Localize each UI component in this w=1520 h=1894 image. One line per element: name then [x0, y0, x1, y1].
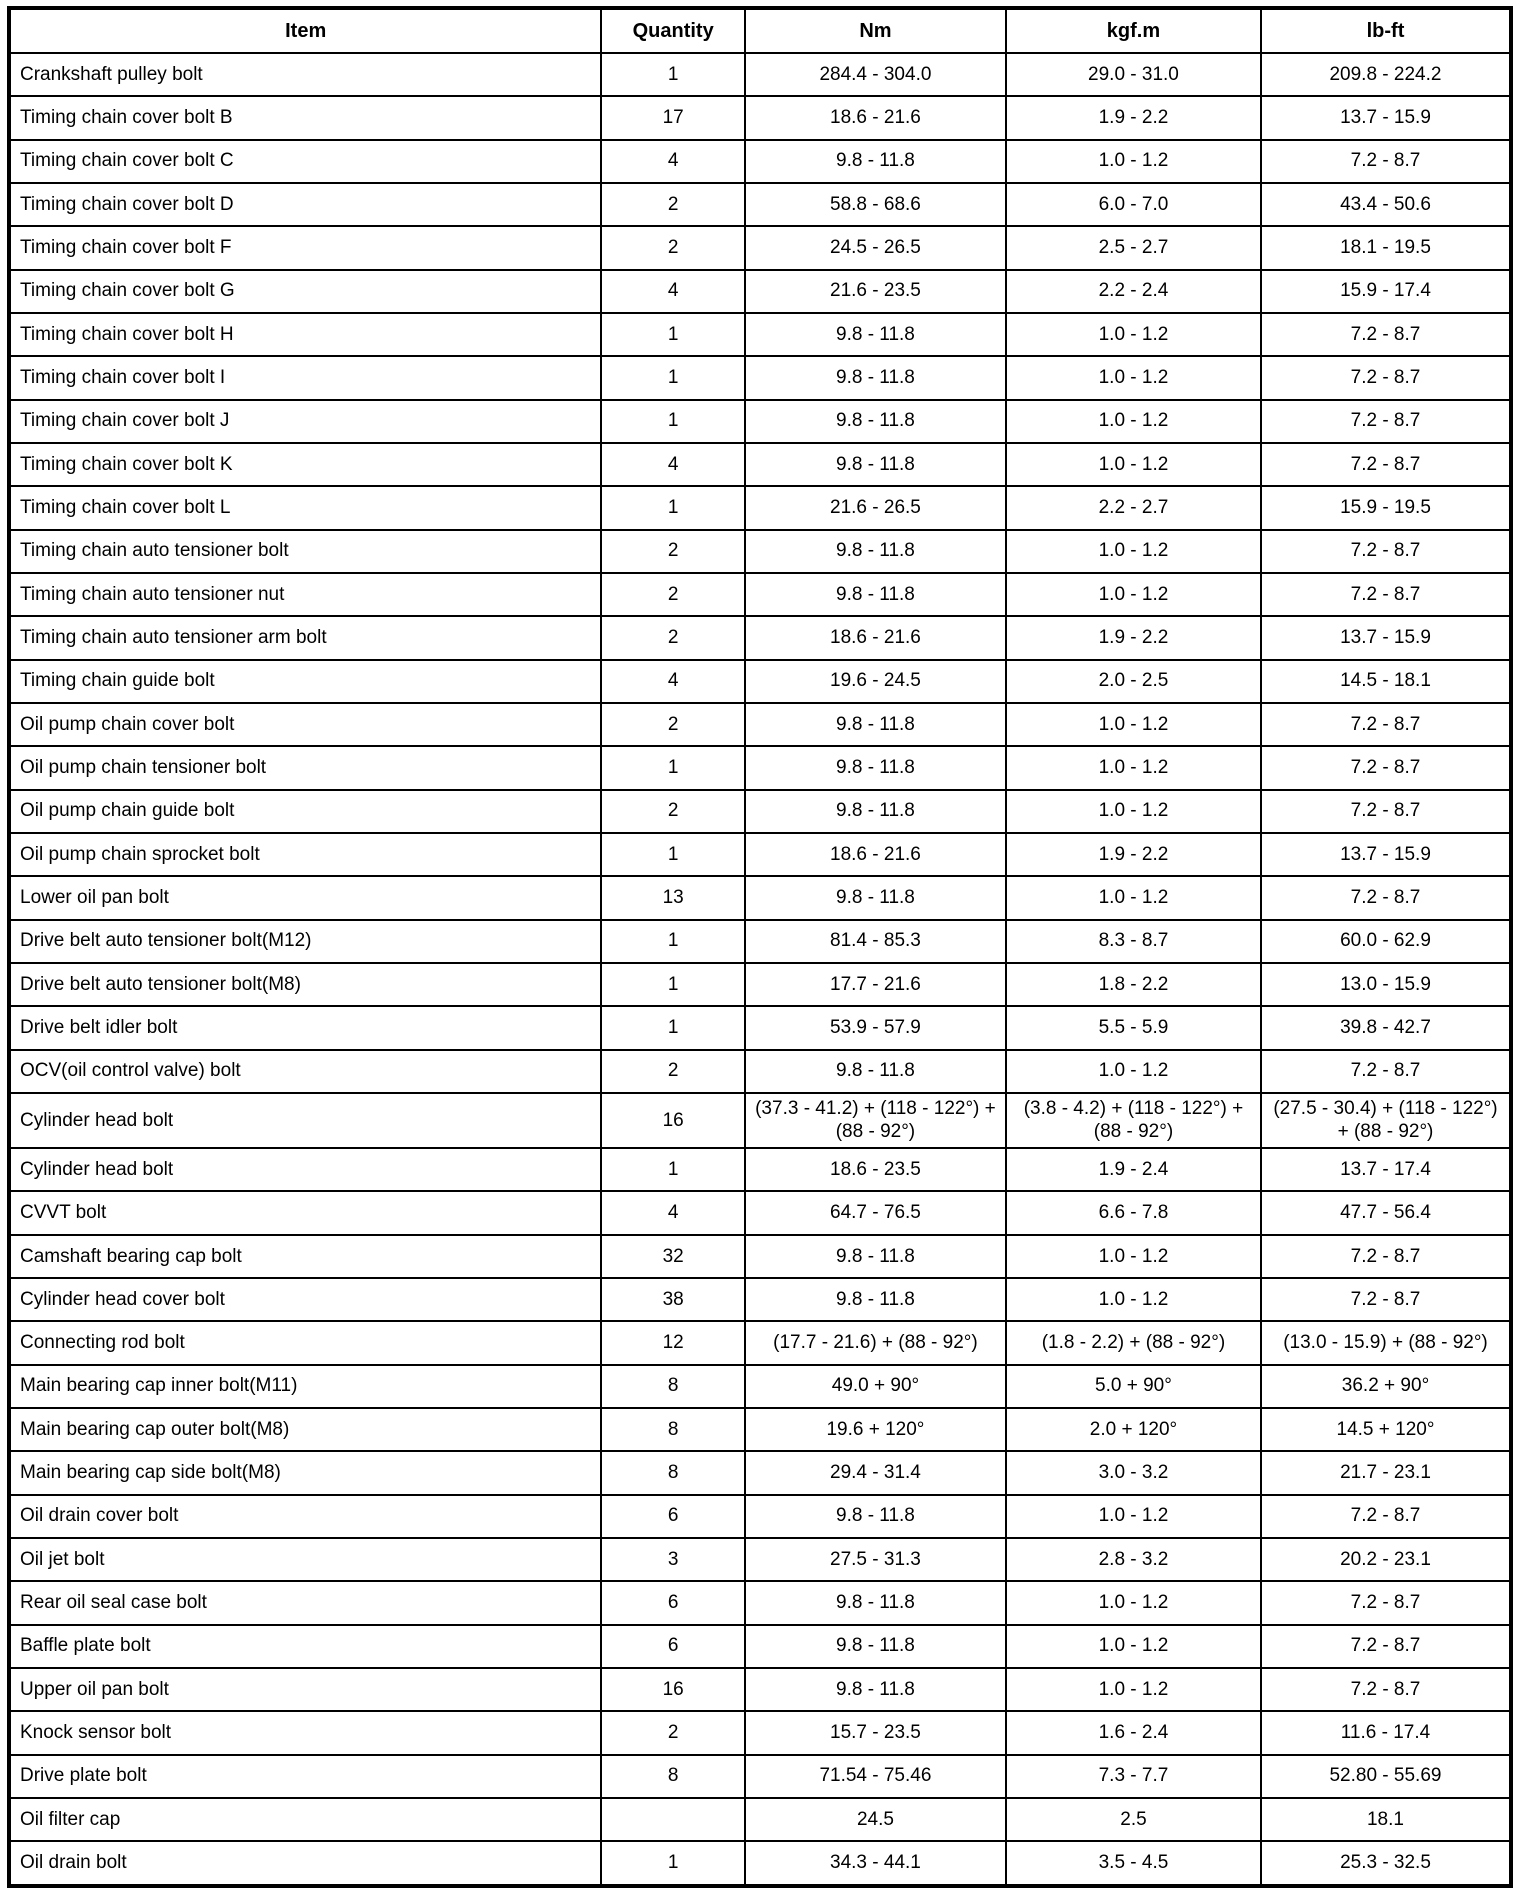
value-cell: 1.9 - 2.4 — [1006, 1148, 1261, 1191]
table-row — [9, 443, 1511, 486]
value-cell: 19.6 + 120° — [745, 1408, 1006, 1451]
item-cell: Camshaft bearing cap bolt — [9, 1235, 601, 1278]
value-cell: 1.8 - 2.2 — [1006, 963, 1261, 1006]
value-cell: 15.9 - 19.5 — [1261, 486, 1511, 529]
header-row — [9, 8, 1511, 53]
value-cell: 8 — [601, 1451, 745, 1494]
value-cell: 29.0 - 31.0 — [1006, 53, 1261, 96]
value-cell: 3 — [601, 1538, 745, 1581]
item-cell: Cylinder head bolt — [9, 1093, 601, 1148]
table-row — [9, 920, 1511, 963]
table-row — [9, 1711, 1511, 1754]
value-cell: 2 — [601, 183, 745, 226]
value-cell: 1 — [601, 746, 745, 789]
value-cell: 9.8 - 11.8 — [745, 313, 1006, 356]
value-cell: 32 — [601, 1235, 745, 1278]
value-cell: 18.6 - 21.6 — [745, 616, 1006, 659]
item-cell: Drive plate bolt — [9, 1755, 601, 1798]
table-row — [9, 96, 1511, 139]
value-cell: 6 — [601, 1581, 745, 1624]
table-row — [9, 53, 1511, 96]
value-cell: 2.5 — [1006, 1798, 1261, 1841]
table-row — [9, 790, 1511, 833]
value-cell: 39.8 - 42.7 — [1261, 1006, 1511, 1049]
value-cell: 1.0 - 1.2 — [1006, 876, 1261, 919]
value-cell: 2.8 - 3.2 — [1006, 1538, 1261, 1581]
item-cell: Oil pump chain sprocket bolt — [9, 833, 601, 876]
value-cell: 4 — [601, 140, 745, 183]
item-cell: Oil pump chain cover bolt — [9, 703, 601, 746]
item-cell: Oil drain cover bolt — [9, 1495, 601, 1538]
value-cell: 16 — [601, 1093, 745, 1148]
value-cell: 13.7 - 15.9 — [1261, 616, 1511, 659]
table-row — [9, 1495, 1511, 1538]
value-cell: 7.2 - 8.7 — [1261, 356, 1511, 399]
torque-specification-table — [7, 6, 1513, 1888]
value-cell: 9.8 - 11.8 — [745, 746, 1006, 789]
value-cell: 13.7 - 15.9 — [1261, 96, 1511, 139]
table-row — [9, 530, 1511, 573]
value-cell: 7.2 - 8.7 — [1261, 530, 1511, 573]
value-cell — [601, 1798, 745, 1841]
value-cell: 3.0 - 3.2 — [1006, 1451, 1261, 1494]
value-cell: 4 — [601, 270, 745, 313]
item-cell: Cylinder head bolt — [9, 1148, 601, 1191]
table-row — [9, 1755, 1511, 1798]
value-cell: (13.0 - 15.9) + (88 - 92°) — [1261, 1321, 1511, 1364]
value-cell: 6 — [601, 1495, 745, 1538]
value-cell: 1.0 - 1.2 — [1006, 443, 1261, 486]
value-cell: 7.2 - 8.7 — [1261, 140, 1511, 183]
value-cell: 6 — [601, 1625, 745, 1668]
value-cell: 1 — [601, 920, 745, 963]
value-cell: 1.0 - 1.2 — [1006, 313, 1261, 356]
value-cell: 9.8 - 11.8 — [745, 703, 1006, 746]
table-row — [9, 573, 1511, 616]
table-row — [9, 183, 1511, 226]
item-cell: Knock sensor bolt — [9, 1711, 601, 1754]
table-row — [9, 746, 1511, 789]
value-cell: 1.0 - 1.2 — [1006, 703, 1261, 746]
value-cell: 1.0 - 1.2 — [1006, 356, 1261, 399]
value-cell: 1.6 - 2.4 — [1006, 1711, 1261, 1754]
value-cell: 13.7 - 15.9 — [1261, 833, 1511, 876]
value-cell: 49.0 + 90° — [745, 1365, 1006, 1408]
value-cell: 1.9 - 2.2 — [1006, 616, 1261, 659]
table-row — [9, 1093, 1511, 1148]
value-cell: 47.7 - 56.4 — [1261, 1191, 1511, 1234]
table-row — [9, 226, 1511, 269]
value-cell: 71.54 - 75.46 — [745, 1755, 1006, 1798]
value-cell: 1.0 - 1.2 — [1006, 746, 1261, 789]
value-cell: 7.2 - 8.7 — [1261, 1495, 1511, 1538]
value-cell: 18.6 - 23.5 — [745, 1148, 1006, 1191]
value-cell: 2 — [601, 530, 745, 573]
item-cell: Crankshaft pulley bolt — [9, 53, 601, 96]
value-cell: 7.2 - 8.7 — [1261, 573, 1511, 616]
value-cell: 24.5 - 26.5 — [745, 226, 1006, 269]
value-cell: 13.0 - 15.9 — [1261, 963, 1511, 1006]
value-cell: 43.4 - 50.6 — [1261, 183, 1511, 226]
value-cell: 19.6 - 24.5 — [745, 660, 1006, 703]
value-cell: 9.8 - 11.8 — [745, 790, 1006, 833]
value-cell: 2.2 - 2.4 — [1006, 270, 1261, 313]
value-cell: 1 — [601, 1148, 745, 1191]
value-cell: 2.0 - 2.5 — [1006, 660, 1261, 703]
table-row — [9, 1451, 1511, 1494]
value-cell: 52.80 - 55.69 — [1261, 1755, 1511, 1798]
table-row — [9, 356, 1511, 399]
value-cell: 5.0 + 90° — [1006, 1365, 1261, 1408]
value-cell: 7.2 - 8.7 — [1261, 746, 1511, 789]
item-cell: Timing chain cover bolt L — [9, 486, 601, 529]
item-cell: Timing chain auto tensioner bolt — [9, 530, 601, 573]
value-cell: 1 — [601, 1841, 745, 1886]
item-cell: Timing chain cover bolt J — [9, 400, 601, 443]
value-cell: 7.2 - 8.7 — [1261, 400, 1511, 443]
value-cell: 9.8 - 11.8 — [745, 530, 1006, 573]
item-cell: Timing chain cover bolt C — [9, 140, 601, 183]
value-cell: 18.6 - 21.6 — [745, 833, 1006, 876]
column-header-lb-ft: lb-ft — [1261, 8, 1511, 53]
value-cell: 9.8 - 11.8 — [745, 1495, 1006, 1538]
value-cell: 14.5 - 18.1 — [1261, 660, 1511, 703]
value-cell: 8 — [601, 1365, 745, 1408]
value-cell: 9.8 - 11.8 — [745, 1235, 1006, 1278]
value-cell: (3.8 - 4.2) + (118 - 122°) + (88 - 92°) — [1006, 1093, 1261, 1148]
item-cell: Main bearing cap outer bolt(M8) — [9, 1408, 601, 1451]
value-cell: 7.2 - 8.7 — [1261, 1668, 1511, 1711]
value-cell: 8 — [601, 1408, 745, 1451]
value-cell: 7.2 - 8.7 — [1261, 1581, 1511, 1624]
item-cell: Oil pump chain guide bolt — [9, 790, 601, 833]
value-cell: 7.2 - 8.7 — [1261, 1235, 1511, 1278]
value-cell: 24.5 — [745, 1798, 1006, 1841]
value-cell: 21.6 - 23.5 — [745, 270, 1006, 313]
value-cell: 1.0 - 1.2 — [1006, 1495, 1261, 1538]
item-cell: Upper oil pan bolt — [9, 1668, 601, 1711]
table-row — [9, 963, 1511, 1006]
item-cell: Rear oil seal case bolt — [9, 1581, 601, 1624]
table-row — [9, 313, 1511, 356]
value-cell: 17.7 - 21.6 — [745, 963, 1006, 1006]
item-cell: Drive belt idler bolt — [9, 1006, 601, 1049]
table-row — [9, 1365, 1511, 1408]
value-cell: (1.8 - 2.2) + (88 - 92°) — [1006, 1321, 1261, 1364]
value-cell: 17 — [601, 96, 745, 139]
value-cell: 1.0 - 1.2 — [1006, 790, 1261, 833]
value-cell: 9.8 - 11.8 — [745, 400, 1006, 443]
value-cell: 7.2 - 8.7 — [1261, 313, 1511, 356]
value-cell: 18.6 - 21.6 — [745, 96, 1006, 139]
value-cell: 1.0 - 1.2 — [1006, 1235, 1261, 1278]
value-cell: 38 — [601, 1278, 745, 1321]
value-cell: 18.1 - 19.5 — [1261, 226, 1511, 269]
value-cell: 1 — [601, 963, 745, 1006]
item-cell: Timing chain auto tensioner arm bolt — [9, 616, 601, 659]
table-row — [9, 140, 1511, 183]
value-cell: 25.3 - 32.5 — [1261, 1841, 1511, 1886]
value-cell: 2.2 - 2.7 — [1006, 486, 1261, 529]
item-cell: Timing chain cover bolt F — [9, 226, 601, 269]
value-cell: 9.8 - 11.8 — [745, 1050, 1006, 1093]
item-cell: CVVT bolt — [9, 1191, 601, 1234]
value-cell: 13.7 - 17.4 — [1261, 1148, 1511, 1191]
table-row — [9, 1191, 1511, 1234]
table-row — [9, 1668, 1511, 1711]
table-row — [9, 876, 1511, 919]
table-row — [9, 1278, 1511, 1321]
value-cell: 9.8 - 11.8 — [745, 573, 1006, 616]
value-cell: 2 — [601, 573, 745, 616]
value-cell: 1.0 - 1.2 — [1006, 140, 1261, 183]
value-cell: 1 — [601, 356, 745, 399]
value-cell: 1 — [601, 400, 745, 443]
value-cell: 9.8 - 11.8 — [745, 140, 1006, 183]
value-cell: 7.2 - 8.7 — [1261, 443, 1511, 486]
value-cell: 2 — [601, 616, 745, 659]
value-cell: 4 — [601, 1191, 745, 1234]
value-cell: 1 — [601, 833, 745, 876]
item-cell: Connecting rod bolt — [9, 1321, 601, 1364]
value-cell: 20.2 - 23.1 — [1261, 1538, 1511, 1581]
value-cell: 2 — [601, 1050, 745, 1093]
value-cell: 81.4 - 85.3 — [745, 920, 1006, 963]
value-cell: 15.9 - 17.4 — [1261, 270, 1511, 313]
table-row — [9, 1625, 1511, 1668]
item-cell: Timing chain cover bolt K — [9, 443, 601, 486]
value-cell: 7.2 - 8.7 — [1261, 1050, 1511, 1093]
value-cell: 9.8 - 11.8 — [745, 1668, 1006, 1711]
value-cell: 21.6 - 26.5 — [745, 486, 1006, 529]
value-cell: 1.0 - 1.2 — [1006, 1278, 1261, 1321]
value-cell: 2.5 - 2.7 — [1006, 226, 1261, 269]
value-cell: (37.3 - 41.2) + (118 - 122°) + (88 - 92°) — [745, 1093, 1006, 1148]
value-cell: 12 — [601, 1321, 745, 1364]
value-cell: 8 — [601, 1755, 745, 1798]
item-cell: Main bearing cap side bolt(M8) — [9, 1451, 601, 1494]
column-header-item: Item — [9, 8, 601, 53]
item-cell: Baffle plate bolt — [9, 1625, 601, 1668]
column-header-kgf-m: kgf.m — [1006, 8, 1261, 53]
value-cell: 7.2 - 8.7 — [1261, 790, 1511, 833]
item-cell: Timing chain cover bolt H — [9, 313, 601, 356]
item-cell: Main bearing cap inner bolt(M11) — [9, 1365, 601, 1408]
value-cell: 1 — [601, 53, 745, 96]
value-cell: 7.3 - 7.7 — [1006, 1755, 1261, 1798]
value-cell: 7.2 - 8.7 — [1261, 1278, 1511, 1321]
value-cell: 1.0 - 1.2 — [1006, 1050, 1261, 1093]
value-cell: 1.0 - 1.2 — [1006, 1625, 1261, 1668]
value-cell: 64.7 - 76.5 — [745, 1191, 1006, 1234]
value-cell: 1.0 - 1.2 — [1006, 1668, 1261, 1711]
item-cell: OCV(oil control valve) bolt — [9, 1050, 601, 1093]
table-row — [9, 1006, 1511, 1049]
value-cell: 1 — [601, 313, 745, 356]
value-cell: (17.7 - 21.6) + (88 - 92°) — [745, 1321, 1006, 1364]
table-row — [9, 616, 1511, 659]
item-cell: Oil filter cap — [9, 1798, 601, 1841]
value-cell: 1.0 - 1.2 — [1006, 1581, 1261, 1624]
value-cell: 2 — [601, 703, 745, 746]
value-cell: 284.4 - 304.0 — [745, 53, 1006, 96]
table-row — [9, 703, 1511, 746]
column-header-quantity: Quantity — [601, 8, 745, 53]
item-cell: Timing chain cover bolt G — [9, 270, 601, 313]
value-cell: (27.5 - 30.4) + (118 - 122°) + (88 - 92°) — [1261, 1093, 1511, 1148]
value-cell: 3.5 - 4.5 — [1006, 1841, 1261, 1886]
table-row — [9, 1321, 1511, 1364]
value-cell: 9.8 - 11.8 — [745, 356, 1006, 399]
item-cell: Oil jet bolt — [9, 1538, 601, 1581]
value-cell: 11.6 - 17.4 — [1261, 1711, 1511, 1754]
item-cell: Timing chain cover bolt I — [9, 356, 601, 399]
table-row — [9, 1581, 1511, 1624]
item-cell: Timing chain auto tensioner nut — [9, 573, 601, 616]
table-row — [9, 1408, 1511, 1451]
table-row — [9, 270, 1511, 313]
value-cell: 8.3 - 8.7 — [1006, 920, 1261, 963]
value-cell: 58.8 - 68.6 — [745, 183, 1006, 226]
value-cell: 1 — [601, 1006, 745, 1049]
item-cell: Oil pump chain tensioner bolt — [9, 746, 601, 789]
value-cell: 5.5 - 5.9 — [1006, 1006, 1261, 1049]
value-cell: 4 — [601, 660, 745, 703]
value-cell: 36.2 + 90° — [1261, 1365, 1511, 1408]
value-cell: 9.8 - 11.8 — [745, 876, 1006, 919]
item-cell: Drive belt auto tensioner bolt(M8) — [9, 963, 601, 1006]
table-row — [9, 833, 1511, 876]
value-cell: 34.3 - 44.1 — [745, 1841, 1006, 1886]
item-cell: Drive belt auto tensioner bolt(M12) — [9, 920, 601, 963]
value-cell: 7.2 - 8.7 — [1261, 1625, 1511, 1668]
item-cell: Cylinder head cover bolt — [9, 1278, 601, 1321]
table-row — [9, 400, 1511, 443]
table-row — [9, 1538, 1511, 1581]
value-cell: 18.1 — [1261, 1798, 1511, 1841]
column-header-nm: Nm — [745, 8, 1006, 53]
value-cell: 1.0 - 1.2 — [1006, 573, 1261, 616]
value-cell: 2 — [601, 1711, 745, 1754]
value-cell: 4 — [601, 443, 745, 486]
value-cell: 2.0 + 120° — [1006, 1408, 1261, 1451]
value-cell: 1.0 - 1.2 — [1006, 530, 1261, 573]
value-cell: 6.6 - 7.8 — [1006, 1191, 1261, 1234]
value-cell: 15.7 - 23.5 — [745, 1711, 1006, 1754]
value-cell: 7.2 - 8.7 — [1261, 876, 1511, 919]
value-cell: 29.4 - 31.4 — [745, 1451, 1006, 1494]
value-cell: 9.8 - 11.8 — [745, 1625, 1006, 1668]
value-cell: 9.8 - 11.8 — [745, 1278, 1006, 1321]
value-cell: 7.2 - 8.7 — [1261, 703, 1511, 746]
item-cell: Lower oil pan bolt — [9, 876, 601, 919]
value-cell: 9.8 - 11.8 — [745, 443, 1006, 486]
table-row — [9, 1841, 1511, 1886]
table-row — [9, 1050, 1511, 1093]
value-cell: 9.8 - 11.8 — [745, 1581, 1006, 1624]
item-cell: Timing chain cover bolt B — [9, 96, 601, 139]
value-cell: 6.0 - 7.0 — [1006, 183, 1261, 226]
value-cell: 21.7 - 23.1 — [1261, 1451, 1511, 1494]
value-cell: 1.9 - 2.2 — [1006, 96, 1261, 139]
table-row — [9, 660, 1511, 703]
value-cell: 53.9 - 57.9 — [745, 1006, 1006, 1049]
table-row — [9, 1148, 1511, 1191]
value-cell: 60.0 - 62.9 — [1261, 920, 1511, 963]
value-cell: 27.5 - 31.3 — [745, 1538, 1006, 1581]
table-body — [9, 53, 1511, 1886]
value-cell: 1 — [601, 486, 745, 529]
value-cell: 1.9 - 2.2 — [1006, 833, 1261, 876]
value-cell: 16 — [601, 1668, 745, 1711]
value-cell: 1.0 - 1.2 — [1006, 400, 1261, 443]
value-cell: 14.5 + 120° — [1261, 1408, 1511, 1451]
table-row — [9, 1235, 1511, 1278]
value-cell: 2 — [601, 790, 745, 833]
value-cell: 209.8 - 224.2 — [1261, 53, 1511, 96]
item-cell: Timing chain guide bolt — [9, 660, 601, 703]
item-cell: Oil drain bolt — [9, 1841, 601, 1886]
table-row — [9, 1798, 1511, 1841]
item-cell: Timing chain cover bolt D — [9, 183, 601, 226]
value-cell: 2 — [601, 226, 745, 269]
table-row — [9, 486, 1511, 529]
value-cell: 13 — [601, 876, 745, 919]
